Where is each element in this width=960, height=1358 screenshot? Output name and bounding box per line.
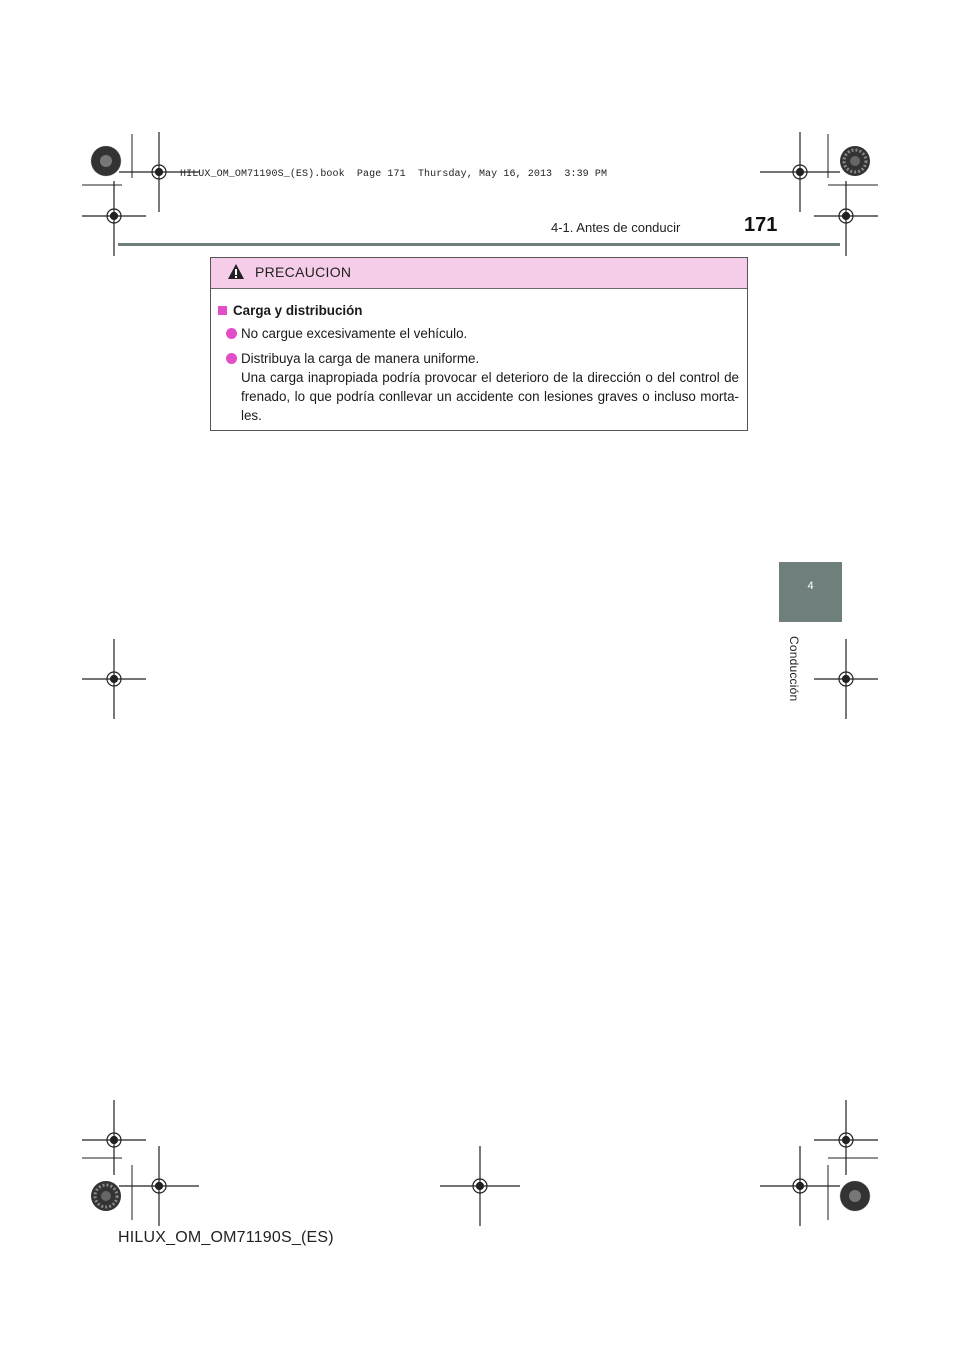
caution-subheading [218,301,739,320]
header-rule [118,243,840,246]
square-bullet-icon [218,306,227,315]
caution-item [218,324,739,343]
chapter-tab [779,562,842,622]
chapter-tab-label: Conducción [787,636,801,702]
round-bullet-icon [226,353,237,364]
round-bullet-icon [226,328,237,339]
chapter-tab-number: 4 [807,580,814,592]
warning-triangle-icon [227,263,245,280]
caution-item-detail: Una carga inapropiada podría provocar el deterioro de la dirección o del control de frenado, lo que podría conllevar un accidente con lesiones graves o incluso morta-les. [241,370,739,423]
caution-subheading-text: Carga y distribución [233,303,363,318]
footer-document-code: HILUX_OM_OM71190S_(ES) [118,1229,334,1246]
page-number: 171 [744,214,778,236]
caution-title: PRECAUCION [255,264,352,280]
caution-header [211,258,747,289]
caution-box [210,257,748,431]
book-info-stamp: HILUX_OM_OM71190S_(ES).book Page 171 Thursday, May 16, 2013 3:39 PM [180,169,608,180]
caution-item-text: Distribuya la carga de manera uniforme. [241,351,480,366]
caution-item [218,349,739,425]
caution-item-text: No cargue excesivamente el vehículo. [241,326,468,341]
section-title: 4-1. Antes de conducir [551,220,681,235]
caution-body [211,289,747,425]
